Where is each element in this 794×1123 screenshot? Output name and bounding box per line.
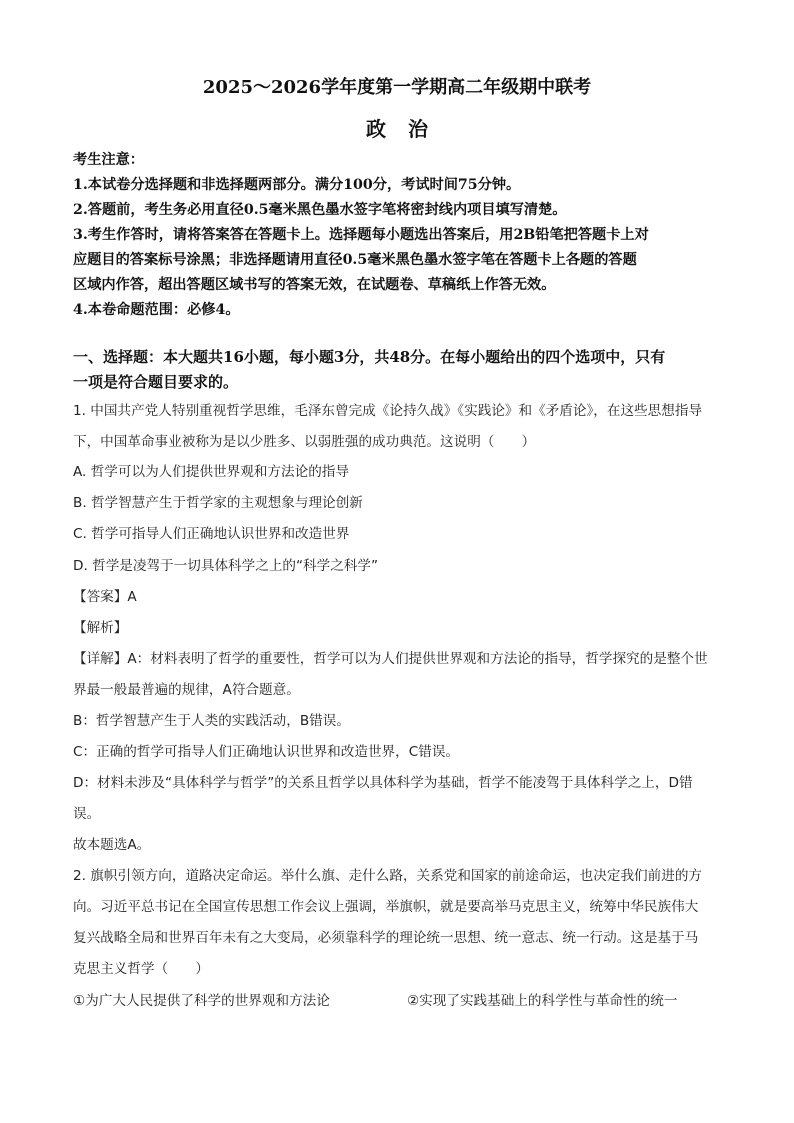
question-1-option-a: A. 哲学可以为人们提供世界观和方法论的指导	[73, 464, 349, 480]
question-1-detail-d: D：材料未涉及“具体科学与哲学”的关系且哲学以具体科学为基础，哲学不能凌驾于具体科学之上，D错	[73, 775, 693, 791]
question-2-stem-cont: 向。习近平总书记在全国宣传思想工作会议上强调，举旗帜，就是要高举马克思主义，统筹中华民族伟大	[73, 899, 699, 915]
question-1-stem-cont: 下，中国革命事业被称为是以少胜多、以弱胜强的成功典范。这说明（ ）	[73, 434, 536, 450]
question-2-option-1: ①为广大人民提供了科学的世界观和方法论	[73, 993, 330, 1009]
question-2-option-2: ②实现了实践基础上的科学性与革命性的统一	[407, 993, 678, 1009]
question-1-option-c: C. 哲学可指导人们正确地认识世界和改造世界	[73, 526, 350, 542]
section-heading-cont: 一项是符合题目要求的。	[73, 373, 239, 391]
section-heading: 一、选择题：本大题共16小题，每小题3分，共48分。在每小题给出的四个选项中，只有	[73, 348, 666, 366]
question-1-detail-c: C：正确的哲学可指导人们正确地认识世界和改造世界，C错误。	[73, 744, 460, 760]
question-1-detail-cont: 界最一般最普遍的规律，A符合题意。	[73, 682, 300, 698]
question-1-detail: 【详解】A：材料表明了哲学的重要性，哲学可以为人们提供世界观和方法论的指导，哲学探究的是整个世	[73, 651, 708, 667]
question-1-option-b: B. 哲学智慧产生于哲学家的主观想象与理论创新	[73, 495, 363, 511]
question-1-detail-d-cont: 误。	[73, 806, 101, 822]
notice-line: 4.本卷命题范围：必修4。	[73, 302, 240, 318]
question-1-answer: 【答案】A	[73, 589, 137, 605]
notice-line: 应题目的答案标号涂黑；非选择题请用直径0.5毫米黑色墨水签字笔在答题卡上各题的答题	[73, 252, 637, 268]
question-1-conclusion: 故本题选A。	[73, 837, 151, 853]
notice-heading: 考生注意：	[73, 152, 144, 168]
question-1-detail-b: B：哲学智慧产生于人类的实践活动，B错误。	[73, 713, 350, 729]
question-2-stem-cont: 克思主义哲学（ ）	[73, 961, 209, 977]
question-2-stem-cont: 复兴战略全局和世界百年未有之大变局，必须靠科学的理论统一思想、统一意志、统一行动。这是基于马	[73, 930, 699, 946]
question-1-analysis-label: 【解析】	[73, 620, 128, 636]
page-title: 2025～2026学年度第一学期高二年级期中联考	[202, 77, 592, 98]
notice-line: 区域内作答，超出答题区域书写的答案无效，在试题卷、草稿纸上作答无效。	[73, 277, 556, 293]
subject-title: 政治	[366, 117, 450, 141]
question-1-option-d: D. 哲学是凌驾于一切具体科学之上的“科学之科学”	[73, 558, 379, 574]
notice-line: 2.答题前，考生务必用直径0.5毫米黑色墨水签字笔将密封线内项目填写清楚。	[73, 202, 567, 218]
question-1-stem: 1. 中国共产党人特别重视哲学思维，毛泽东曾完成《论持久战》《实践论》和《矛盾论》，在这些思想指导	[73, 403, 702, 419]
notice-line: 1.本试卷分选择题和非选择题两部分。满分100分，考试时间75分钟。	[73, 177, 521, 193]
question-2-stem: 2. 旗帜引领方向，道路决定命运。举什么旗、走什么路，关系党和国家的前途命运，也决定我们前进的方	[73, 868, 703, 884]
notice-line: 3.考生作答时，请将答案答在答题卡上。选择题每小题选出答案后，用2B铅笔把答题卡上对	[73, 227, 649, 243]
